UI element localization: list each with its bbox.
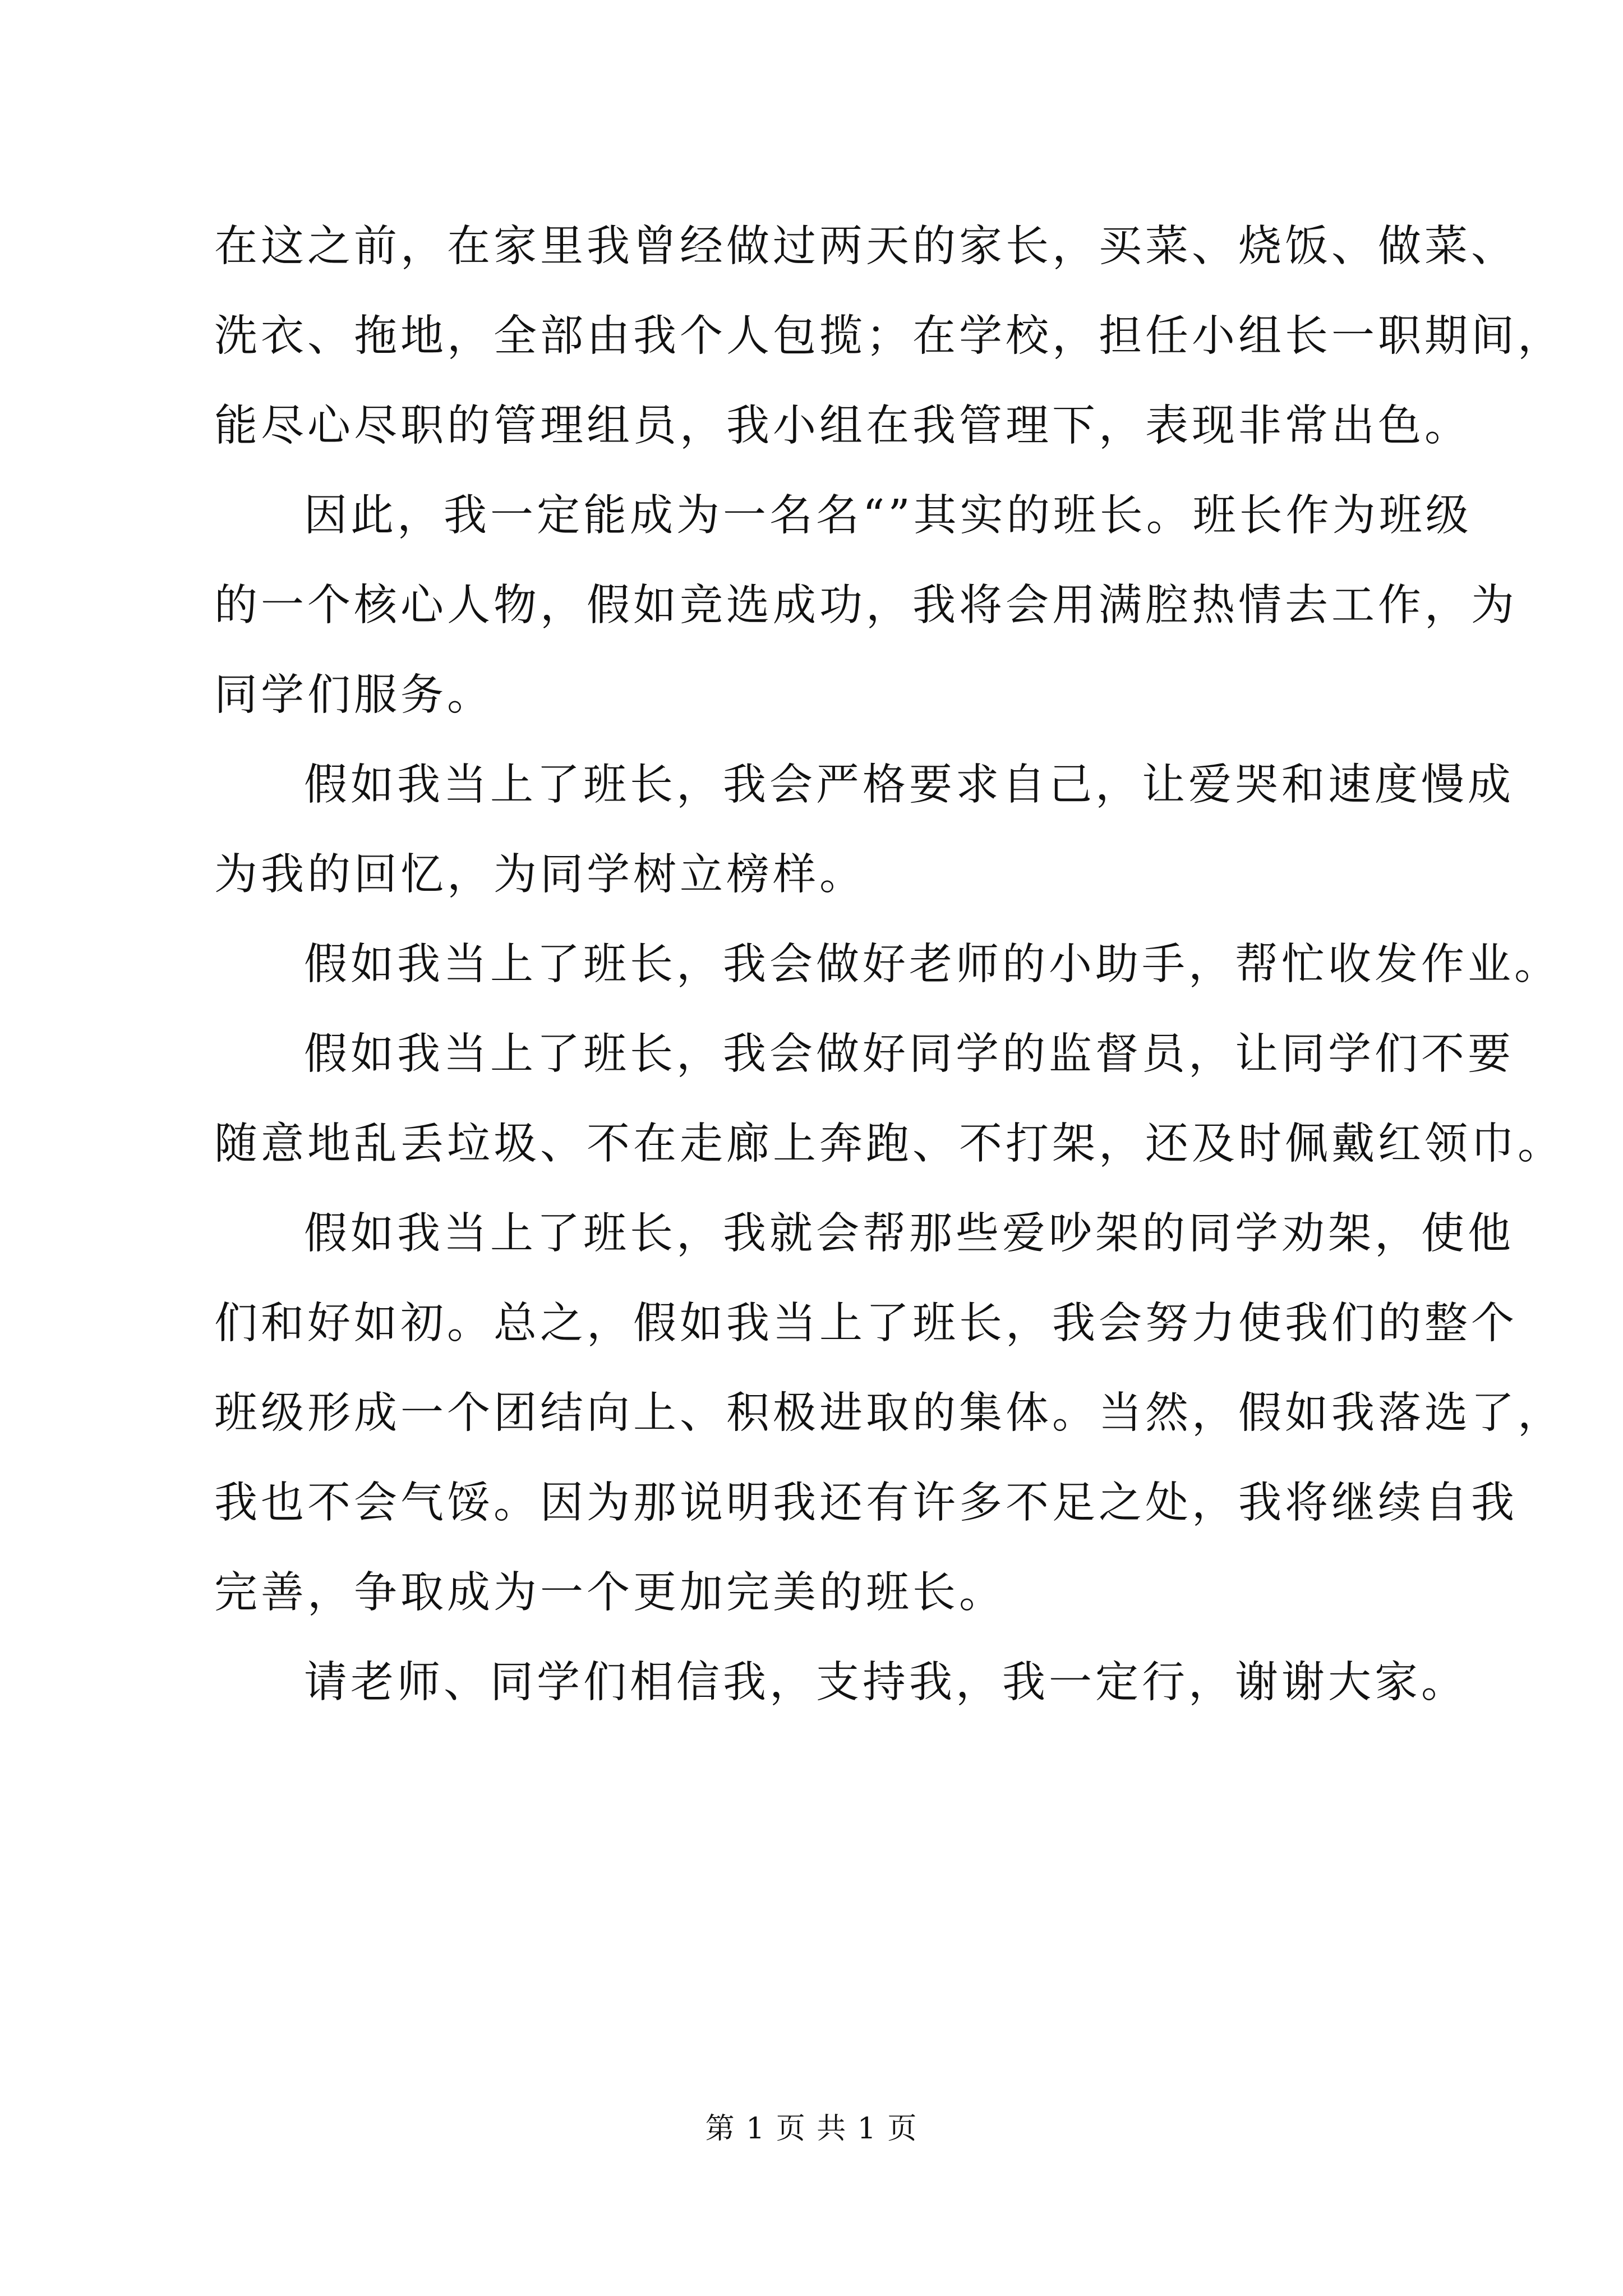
text-line: 为我的回忆，为同学树立榜样。 — [214, 850, 866, 900]
text-line: 的一个核心人物，假如竞选成功，我将会用满腔热情去工作，为 — [214, 581, 1518, 631]
paragraph-first-line: 因此，我一定能成为一名名“”其实的班长。班长作为班级 — [304, 491, 1472, 541]
paragraph-first-line: 假如我当上了班长，我会做好老师的小助手，帮忙收发作业。 — [304, 940, 1561, 990]
text-line: 班级形成一个团结向上、积极进取的集体。当然，假如我落选了， — [214, 1388, 1564, 1438]
text-line: 同学们服务。 — [214, 670, 494, 720]
text-line: 能尽心尽职的管理组员，我小组在我管理下，表现非常出色。 — [214, 401, 1471, 451]
paragraph-first-line: 假如我当上了班长，我就会帮那些爱吵架的同学劝架，使他 — [304, 1209, 1514, 1259]
text-line: 们和好如初。总之，假如我当上了班长，我会努力使我们的整个 — [214, 1299, 1518, 1349]
text-line: 在这之前，在家里我曾经做过两天的家长，买菜、烧饭、做菜、 — [214, 222, 1518, 272]
text-line: 完善，争取成为一个更加完美的班长。 — [214, 1568, 1006, 1618]
text-line: 随意地乱丢垃圾、不在走廊上奔跑、不打架，还及时佩戴红领巾。 — [214, 1119, 1564, 1169]
page-number-footer: 第 1 页 共 1 页 — [705, 2112, 918, 2146]
text-line: 洗衣、拖地，全部由我个人包揽；在学校，担任小组长一职期间， — [214, 311, 1564, 361]
text-line: 我也不会气馁。因为那说明我还有许多不足之处，我将继续自我 — [214, 1478, 1518, 1528]
paragraph-first-line: 请老师、同学们相信我，支持我，我一定行，谢谢大家。 — [304, 1658, 1468, 1708]
paragraph-first-line: 假如我当上了班长，我会严格要求自己，让爱哭和速度慢成 — [304, 760, 1514, 810]
paragraph-first-line: 假如我当上了班长，我会做好同学的监督员，让同学们不要 — [304, 1029, 1514, 1079]
